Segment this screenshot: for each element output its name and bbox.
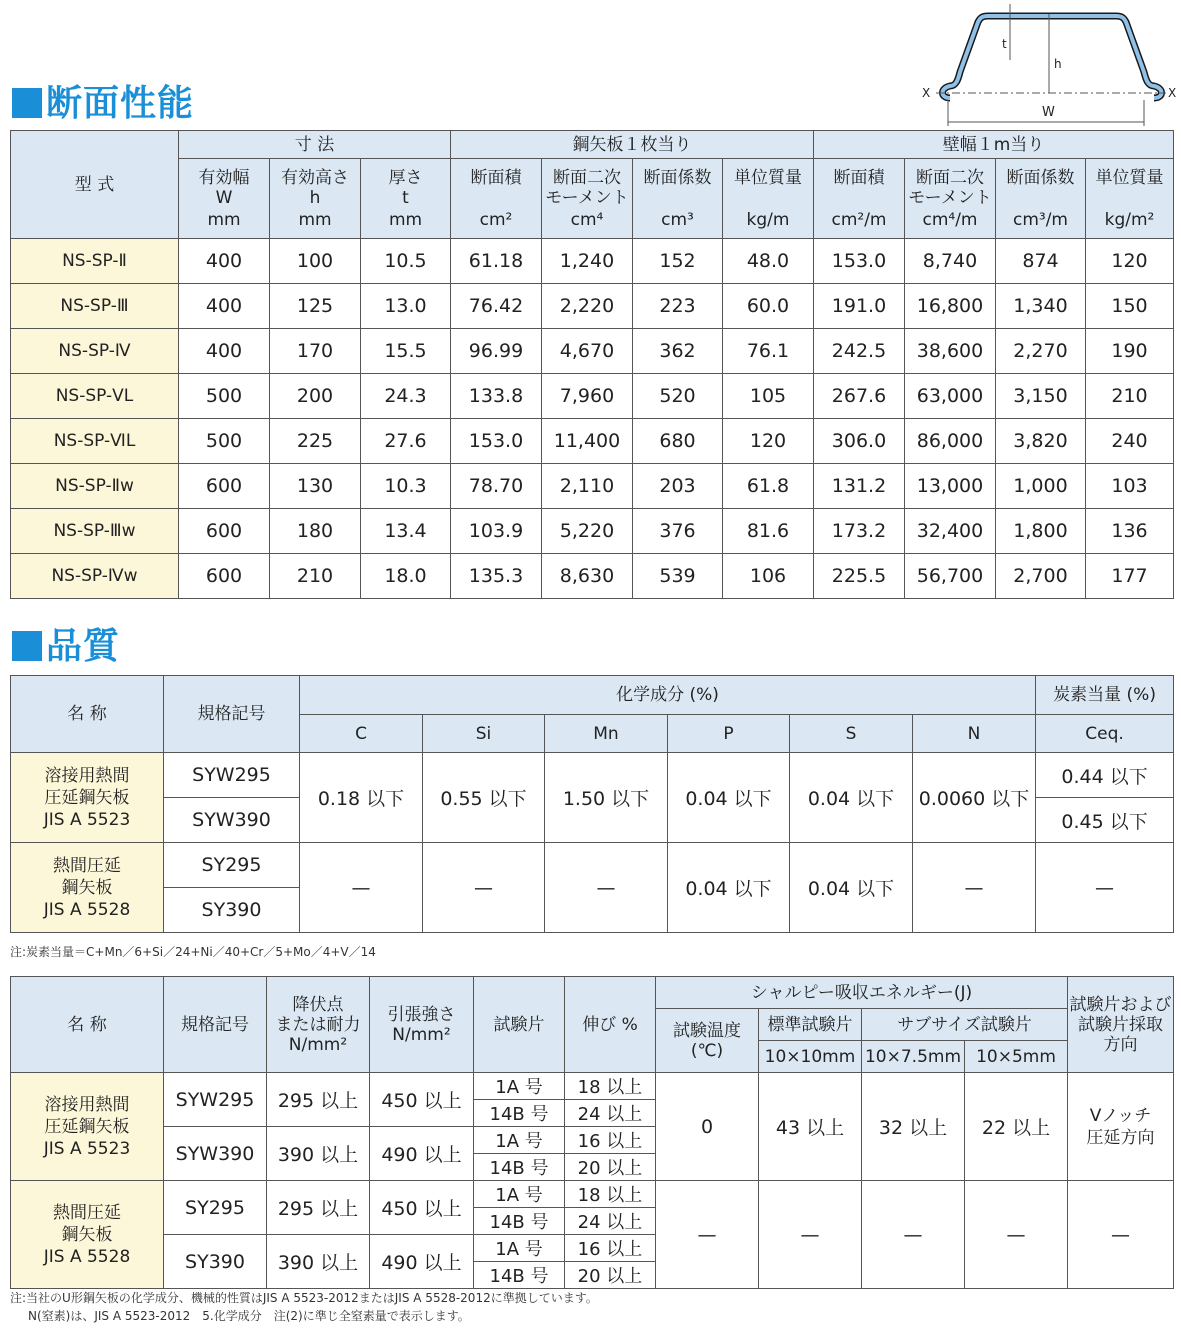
value-n: — — [913, 843, 1036, 933]
col-name: 名 称 — [11, 676, 164, 753]
value-cell: 81.6 — [723, 509, 814, 554]
col-n: N — [913, 715, 1036, 753]
value-cell: 152 — [633, 239, 723, 284]
group-per-meter: 壁幅１m当り — [814, 131, 1174, 159]
yield-cell: 295 以上 — [267, 1073, 370, 1127]
specimen-cell: 14B 号 — [474, 1100, 565, 1127]
heading-square-icon — [12, 631, 42, 661]
value-cell: 120 — [1086, 239, 1174, 284]
value-mn: — — [545, 843, 668, 933]
value-cell: 38,600 — [905, 329, 996, 374]
value-cell: 150 — [1086, 284, 1174, 329]
value-cell: 100 — [270, 239, 361, 284]
value-cell: 8,740 — [905, 239, 996, 284]
model-cell: NS-SP-Ⅳ — [11, 329, 179, 374]
elongation-cell: 24 以上 — [565, 1208, 656, 1235]
value-cell: 400 — [179, 284, 270, 329]
temp-cell: 0 — [656, 1073, 759, 1181]
name-cell: 溶接用熱間 圧延鋼矢板 JIS A 5523 — [11, 1073, 164, 1181]
value-cell: 13.4 — [361, 509, 451, 554]
value-ceq: 0.45 以下 — [1036, 798, 1174, 843]
elongation-cell: 24 以上 — [565, 1100, 656, 1127]
col-per-m-1: 断面二次 モーメント cm⁴/m — [905, 159, 996, 239]
col-dims-2: 厚さ t mm — [361, 159, 451, 239]
diagram-w-label: W — [1042, 105, 1055, 120]
value-cell: 133.8 — [451, 374, 542, 419]
grade-cell: SY390 — [164, 1235, 267, 1289]
value-cell: 61.18 — [451, 239, 542, 284]
value-cell: 225 — [270, 419, 361, 464]
diagram-t-label: t — [1002, 37, 1007, 51]
group-chemical: 化学成分 (%) — [300, 676, 1036, 715]
direction-cell: — — [1068, 1181, 1174, 1289]
value-cell: 56,700 — [905, 554, 996, 599]
table-row — [11, 464, 1174, 509]
value-cell: 61.8 — [723, 464, 814, 509]
col-p: P — [668, 715, 790, 753]
value-cell: 4,670 — [542, 329, 633, 374]
value-cell: 63,000 — [905, 374, 996, 419]
std-energy-cell: — — [759, 1181, 862, 1289]
model-cell: NS-SP-ⅥL — [11, 419, 179, 464]
sub5-energy-cell: 22 以上 — [965, 1073, 1068, 1181]
model-cell: NS-SP-Ⅱ — [11, 239, 179, 284]
value-p: 0.04 以下 — [668, 753, 790, 843]
specimen-cell: 14B 号 — [474, 1208, 565, 1235]
col-c: C — [300, 715, 423, 753]
value-cell: 2,700 — [996, 554, 1086, 599]
value-cell: 1,240 — [542, 239, 633, 284]
col-per-sheet-3: 単位質量 kg/m — [723, 159, 814, 239]
value-cell: 1,340 — [996, 284, 1086, 329]
value-cell: 520 — [633, 374, 723, 419]
size-10x5: 10×5mm — [965, 1041, 1068, 1073]
value-cell: 240 — [1086, 419, 1174, 464]
value-s: 0.04 以下 — [790, 843, 913, 933]
group-dimensions: 寸 法 — [179, 131, 451, 159]
value-ceq: 0.44 以下 — [1036, 753, 1174, 798]
tensile-cell: 450 以上 — [370, 1181, 474, 1235]
value-cell: 190 — [1086, 329, 1174, 374]
value-cell: 600 — [179, 554, 270, 599]
diagram-h-label: h — [1054, 57, 1062, 71]
value-cell: 500 — [179, 374, 270, 419]
grade-cell: SYW390 — [164, 798, 300, 843]
sheet-pile-section-diagram — [918, 0, 1181, 130]
value-cell: 210 — [270, 554, 361, 599]
yield-cell: 390 以上 — [267, 1127, 370, 1181]
name-cell: 熱間圧延 鋼矢板 JIS A 5528 — [11, 1181, 164, 1289]
value-cell: 7,960 — [542, 374, 633, 419]
col-name: 名 称 — [11, 977, 164, 1073]
table-row — [11, 374, 1174, 419]
value-cell: 5,220 — [542, 509, 633, 554]
value-cell: 267.6 — [814, 374, 905, 419]
tensile-cell: 450 以上 — [370, 1073, 474, 1127]
std-energy-cell: 43 以上 — [759, 1073, 862, 1181]
table-row — [11, 419, 1174, 464]
value-cell: 27.6 — [361, 419, 451, 464]
value-cell: 400 — [179, 239, 270, 284]
size-10x10: 10×10mm — [759, 1041, 862, 1073]
model-cell: NS-SP-ⅤL — [11, 374, 179, 419]
value-cell: 376 — [633, 509, 723, 554]
value-cell: 135.3 — [451, 554, 542, 599]
specimen-cell: 14B 号 — [474, 1154, 565, 1181]
value-cell: 130 — [270, 464, 361, 509]
elongation-cell: 20 以上 — [565, 1262, 656, 1289]
col-tensile: 引張強さ N/mm² — [370, 977, 474, 1073]
value-p: 0.04 以下 — [668, 843, 790, 933]
size-10x7-5: 10×7.5mm — [862, 1041, 965, 1073]
value-cell: 2,270 — [996, 329, 1086, 374]
elongation-cell: 16 以上 — [565, 1127, 656, 1154]
table-row — [11, 284, 1174, 329]
value-cell: 203 — [633, 464, 723, 509]
grade-cell: SY295 — [164, 843, 300, 888]
group-charpy: シャルピー吸収エネルギー(J) — [656, 977, 1068, 1009]
value-cell: 60.0 — [723, 284, 814, 329]
value-cell: 103 — [1086, 464, 1174, 509]
value-cell: 15.5 — [361, 329, 451, 374]
col-mn: Mn — [545, 715, 668, 753]
model-cell: NS-SP-Ⅲ — [11, 284, 179, 329]
value-cell: 8,630 — [542, 554, 633, 599]
table-row — [11, 1181, 1174, 1208]
sub5-energy-cell: — — [965, 1181, 1068, 1289]
value-cell: 225.5 — [814, 554, 905, 599]
col-yield: 降伏点 または耐力 N/mm² — [267, 977, 370, 1073]
tensile-cell: 490 以上 — [370, 1127, 474, 1181]
value-cell: 3,150 — [996, 374, 1086, 419]
table-row — [11, 1073, 1174, 1100]
value-cell: 2,220 — [542, 284, 633, 329]
elongation-cell: 20 以上 — [565, 1154, 656, 1181]
value-cell: 874 — [996, 239, 1086, 284]
value-cell: 1,800 — [996, 509, 1086, 554]
value-cell: 13.0 — [361, 284, 451, 329]
value-cell: 2,110 — [542, 464, 633, 509]
note-compliance: 注:当社のU形鋼矢板の化学成分、機械的性質はJIS A 5523-2012またはJIS A 5528-2012に準拠しています。 — [10, 1291, 598, 1305]
value-cell: 153.0 — [814, 239, 905, 284]
value-cell: 10.5 — [361, 239, 451, 284]
col-per-m-0: 断面積 cm²/m — [814, 159, 905, 239]
value-cell: 500 — [179, 419, 270, 464]
diagram-x-left-label: X — [922, 86, 931, 100]
value-cell: 170 — [270, 329, 361, 374]
model-cell: NS-SP-Ⅳw — [11, 554, 179, 599]
value-cell: 223 — [633, 284, 723, 329]
section-heading-properties: 断面性能 — [12, 84, 194, 124]
value-cell: 600 — [179, 509, 270, 554]
tensile-cell: 490 以上 — [370, 1235, 474, 1289]
value-cell: 680 — [633, 419, 723, 464]
value-cell: 48.0 — [723, 239, 814, 284]
value-cell: 400 — [179, 329, 270, 374]
yield-cell: 390 以上 — [267, 1235, 370, 1289]
name-cell: 熱間圧延 鋼矢板 JIS A 5528 — [11, 843, 164, 933]
col-elongation: 伸び % — [565, 977, 656, 1073]
model-cell: NS-SP-Ⅱw — [11, 464, 179, 509]
elongation-cell: 16 以上 — [565, 1235, 656, 1262]
section-properties-table — [10, 130, 1174, 599]
col-specimen: 試験片 — [474, 977, 565, 1073]
value-cell: 1,000 — [996, 464, 1086, 509]
value-cell: 210 — [1086, 374, 1174, 419]
heading-square-icon — [12, 88, 42, 118]
col-subsize: サブサイズ試験片 — [862, 1009, 1068, 1041]
value-cell: 131.2 — [814, 464, 905, 509]
table-row — [11, 509, 1174, 554]
value-ceq: — — [1036, 843, 1174, 933]
value-cell: 78.70 — [451, 464, 542, 509]
value-cell: 362 — [633, 329, 723, 374]
col-per-m-3: 単位質量 kg/m² — [1086, 159, 1174, 239]
value-cell: 106 — [723, 554, 814, 599]
value-cell: 13,000 — [905, 464, 996, 509]
value-s: 0.04 以下 — [790, 753, 913, 843]
value-mn: 1.50 以下 — [545, 753, 668, 843]
value-cell: 105 — [723, 374, 814, 419]
col-grade: 規格記号 — [164, 977, 267, 1073]
specimen-cell: 1A 号 — [474, 1181, 565, 1208]
grade-cell: SY295 — [164, 1181, 267, 1235]
specimen-cell: 1A 号 — [474, 1235, 565, 1262]
value-cell: 306.0 — [814, 419, 905, 464]
note-nitrogen: N(窒素)は、JIS A 5523-2012 5.化学成分 注(2)に準じ全窒素量で表示します。 — [28, 1309, 470, 1323]
specimen-cell: 1A 号 — [474, 1127, 565, 1154]
value-si: — — [423, 843, 545, 933]
value-cell: 76.42 — [451, 284, 542, 329]
value-si: 0.55 以下 — [423, 753, 545, 843]
col-s: S — [790, 715, 913, 753]
value-cell: 153.0 — [451, 419, 542, 464]
group-per-sheet: 鋼矢板１枚当り — [451, 131, 814, 159]
grade-cell: SYW295 — [164, 753, 300, 798]
value-cell: 76.1 — [723, 329, 814, 374]
col-per-sheet-1: 断面二次 モーメント cm⁴ — [542, 159, 633, 239]
mechanical-properties-table — [10, 976, 1174, 1289]
value-cell: 3,820 — [996, 419, 1086, 464]
temp-cell: — — [656, 1181, 759, 1289]
col-model: 型 式 — [11, 131, 179, 239]
model-cell: NS-SP-Ⅲw — [11, 509, 179, 554]
value-cell: 32,400 — [905, 509, 996, 554]
value-cell: 173.2 — [814, 509, 905, 554]
grade-cell: SYW390 — [164, 1127, 267, 1181]
col-ceq: Ceq. — [1036, 715, 1174, 753]
col-dims-1: 有効高さ h mm — [270, 159, 361, 239]
value-cell: 86,000 — [905, 419, 996, 464]
value-cell: 10.3 — [361, 464, 451, 509]
value-cell: 177 — [1086, 554, 1174, 599]
section-heading-quality: 品質 — [12, 627, 120, 667]
value-cell: 180 — [270, 509, 361, 554]
value-cell: 125 — [270, 284, 361, 329]
direction-cell: Vノッチ 圧延方向 — [1068, 1073, 1174, 1181]
chemical-composition-table — [10, 675, 1174, 933]
col-direction: 試験片および 試験片採取 方向 — [1068, 977, 1174, 1073]
col-grade: 規格記号 — [164, 676, 300, 753]
table-row — [11, 329, 1174, 374]
value-cell: 16,800 — [905, 284, 996, 329]
elongation-cell: 18 以上 — [565, 1181, 656, 1208]
col-dims-0: 有効幅 W mm — [179, 159, 270, 239]
value-n: 0.0060 以下 — [913, 753, 1036, 843]
col-si: Si — [423, 715, 545, 753]
col-test-temp: 試験温度 (℃) — [656, 1009, 759, 1073]
value-c: 0.18 以下 — [300, 753, 423, 843]
col-per-sheet-0: 断面積 cm² — [451, 159, 542, 239]
sub75-energy-cell: — — [862, 1181, 965, 1289]
elongation-cell: 18 以上 — [565, 1073, 656, 1100]
specimen-cell: 1A 号 — [474, 1073, 565, 1100]
value-cell: 200 — [270, 374, 361, 419]
diagram-x-right-label: X — [1168, 86, 1177, 100]
value-c: — — [300, 843, 423, 933]
value-cell: 191.0 — [814, 284, 905, 329]
table-row — [11, 239, 1174, 284]
grade-cell: SYW295 — [164, 1073, 267, 1127]
value-cell: 600 — [179, 464, 270, 509]
note-carbon-equivalent: 注:炭素当量＝C+Mn／6+Si／24+Ni／40+Cr／5+Mo／4+V／14 — [10, 945, 376, 959]
specimen-cell: 14B 号 — [474, 1262, 565, 1289]
value-cell: 96.99 — [451, 329, 542, 374]
yield-cell: 295 以上 — [267, 1181, 370, 1235]
col-standard: 標準試験片 — [759, 1009, 862, 1041]
col-per-m-2: 断面係数 cm³/m — [996, 159, 1086, 239]
col-per-sheet-2: 断面係数 cm³ — [633, 159, 723, 239]
value-cell: 242.5 — [814, 329, 905, 374]
group-ceq: 炭素当量 (%) — [1036, 676, 1174, 715]
table-row — [11, 554, 1174, 599]
value-cell: 136 — [1086, 509, 1174, 554]
value-cell: 539 — [633, 554, 723, 599]
value-cell: 24.3 — [361, 374, 451, 419]
sub75-energy-cell: 32 以上 — [862, 1073, 965, 1181]
value-cell: 11,400 — [542, 419, 633, 464]
grade-cell: SY390 — [164, 888, 300, 933]
value-cell: 18.0 — [361, 554, 451, 599]
value-cell: 120 — [723, 419, 814, 464]
name-cell: 溶接用熱間 圧延鋼矢板 JIS A 5523 — [11, 753, 164, 843]
value-cell: 103.9 — [451, 509, 542, 554]
